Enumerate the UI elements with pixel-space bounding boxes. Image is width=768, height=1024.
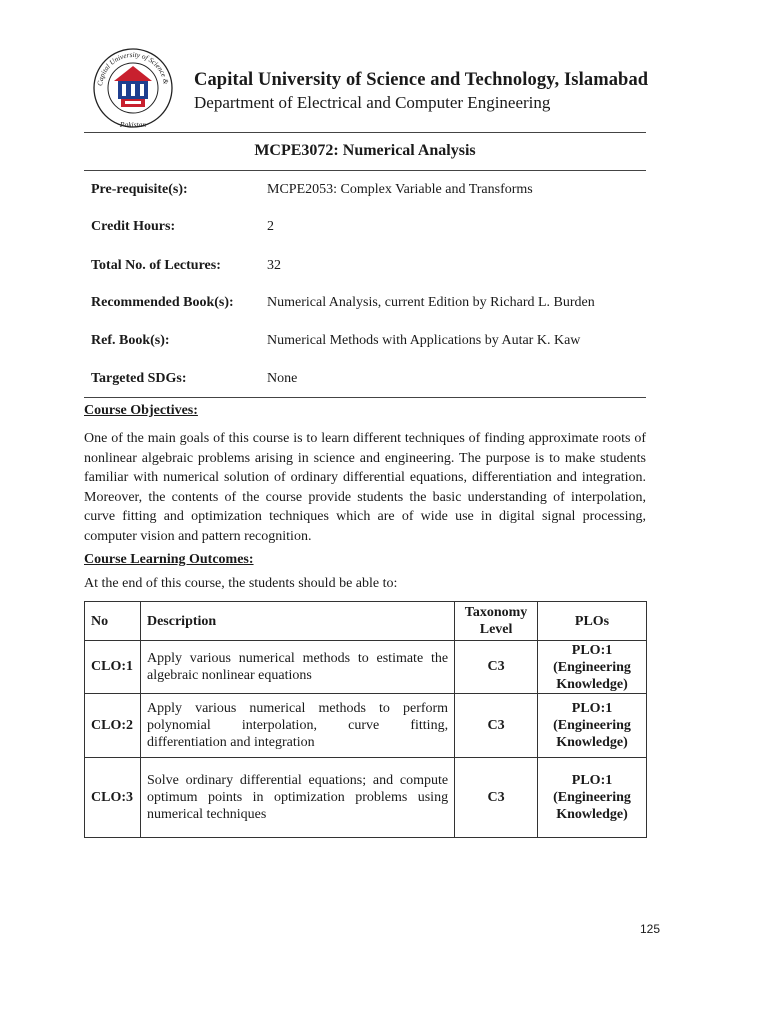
clo-number: CLO:1 (85, 641, 141, 694)
clo-plo (538, 641, 647, 694)
page-header (194, 70, 648, 113)
objectives-paragraph: One of the main goals of this course is to learn different techniques of finding approximate roots of nonlinear algebraic problems arising in science and engineering. The purpose is to make students familiar with numerical solution of ordinary differential equations, differentiation and integration. Moreover, the contents of the course provide students the basic understanding of interpolation, curve fitting and optimization techniques which are of wide use in digital signal processing, computer vision and pattern recognition. (84, 431, 646, 544)
col-header-description: Description (140, 602, 454, 641)
info-value: MCPE2053: Complex Variable and Transforms (267, 182, 533, 197)
plo-line: PLO:1 (571, 701, 613, 716)
plo-line: (Engineering (553, 790, 631, 805)
info-value: Numerical Methods with Applications by Autar K. Kaw (267, 333, 581, 348)
clo-taxonomy: C3 (455, 758, 538, 838)
col-header-plos: PLOs (538, 602, 647, 641)
logo-bottom-text: Pakistan (119, 120, 147, 129)
info-value: None (267, 371, 298, 386)
info-value: Numerical Analysis, current Edition by Richard L. Burden (267, 295, 595, 310)
info-value: 32 (267, 258, 281, 273)
course-title: MCPE3072: Numerical Analysis (254, 142, 476, 159)
table-header-row (85, 602, 647, 641)
info-label: Recommended Book(s): (91, 295, 234, 310)
clo-description: Apply various numerical methods to perform polynomial interpolation, curve fitting, differentiation and integration (140, 694, 454, 758)
plo-line: Knowledge) (556, 735, 628, 750)
plo-line: (Engineering (553, 718, 631, 733)
plo-line: (Engineering (553, 659, 631, 675)
university-logo (92, 44, 174, 130)
table-row (85, 694, 647, 758)
plo-line: PLO:1 (571, 642, 613, 658)
clo-plo (538, 758, 647, 838)
clo-table (84, 601, 647, 838)
info-label: Ref. Book(s): (91, 333, 170, 348)
outcomes-intro: At the end of this course, the students should be able to: (84, 576, 398, 591)
info-value: 2 (267, 219, 274, 234)
page-number: 125 (640, 922, 661, 936)
col-header-taxonomy (455, 602, 538, 641)
clo-number: CLO:3 (85, 758, 141, 838)
university-name: Capital University of Science and Technology, Islamabad (194, 70, 649, 90)
logo-ring-text: Capital University of Science & (96, 50, 170, 87)
info-label: Total No. of Lectures: (91, 258, 221, 273)
info-label: Pre-requisite(s): (91, 182, 188, 197)
objectives-heading: Course Objectives: (84, 403, 198, 418)
clo-number: CLO:2 (85, 694, 141, 758)
plo-line: Knowledge) (556, 807, 628, 822)
taxonomy-line1: Taxonomy (464, 605, 528, 620)
col-header-no: No (85, 602, 141, 641)
table-row (85, 641, 647, 694)
plo-line: PLO:1 (571, 773, 613, 788)
outcomes-heading: Course Learning Outcomes: (84, 552, 254, 567)
info-divider (84, 397, 646, 398)
header-divider (84, 132, 646, 133)
info-label: Targeted SDGs: (91, 371, 187, 386)
clo-plo (538, 694, 647, 758)
clo-taxonomy: C3 (455, 694, 538, 758)
clo-description: Apply various numerical methods to estimate the algebraic nonlinear equations (140, 641, 454, 694)
clo-description: Solve ordinary differential equations; and compute optimum points in optimization problems using numerical techniques (140, 758, 454, 838)
taxonomy-line2: Level (479, 622, 513, 637)
clo-taxonomy: C3 (455, 641, 538, 694)
table-row (85, 758, 647, 838)
plo-line: Knowledge) (556, 676, 628, 692)
title-divider (84, 170, 646, 171)
logo-emblem (114, 66, 152, 107)
department-name: Department of Electrical and Computer Engineering (194, 93, 551, 112)
info-label: Credit Hours: (91, 219, 176, 234)
